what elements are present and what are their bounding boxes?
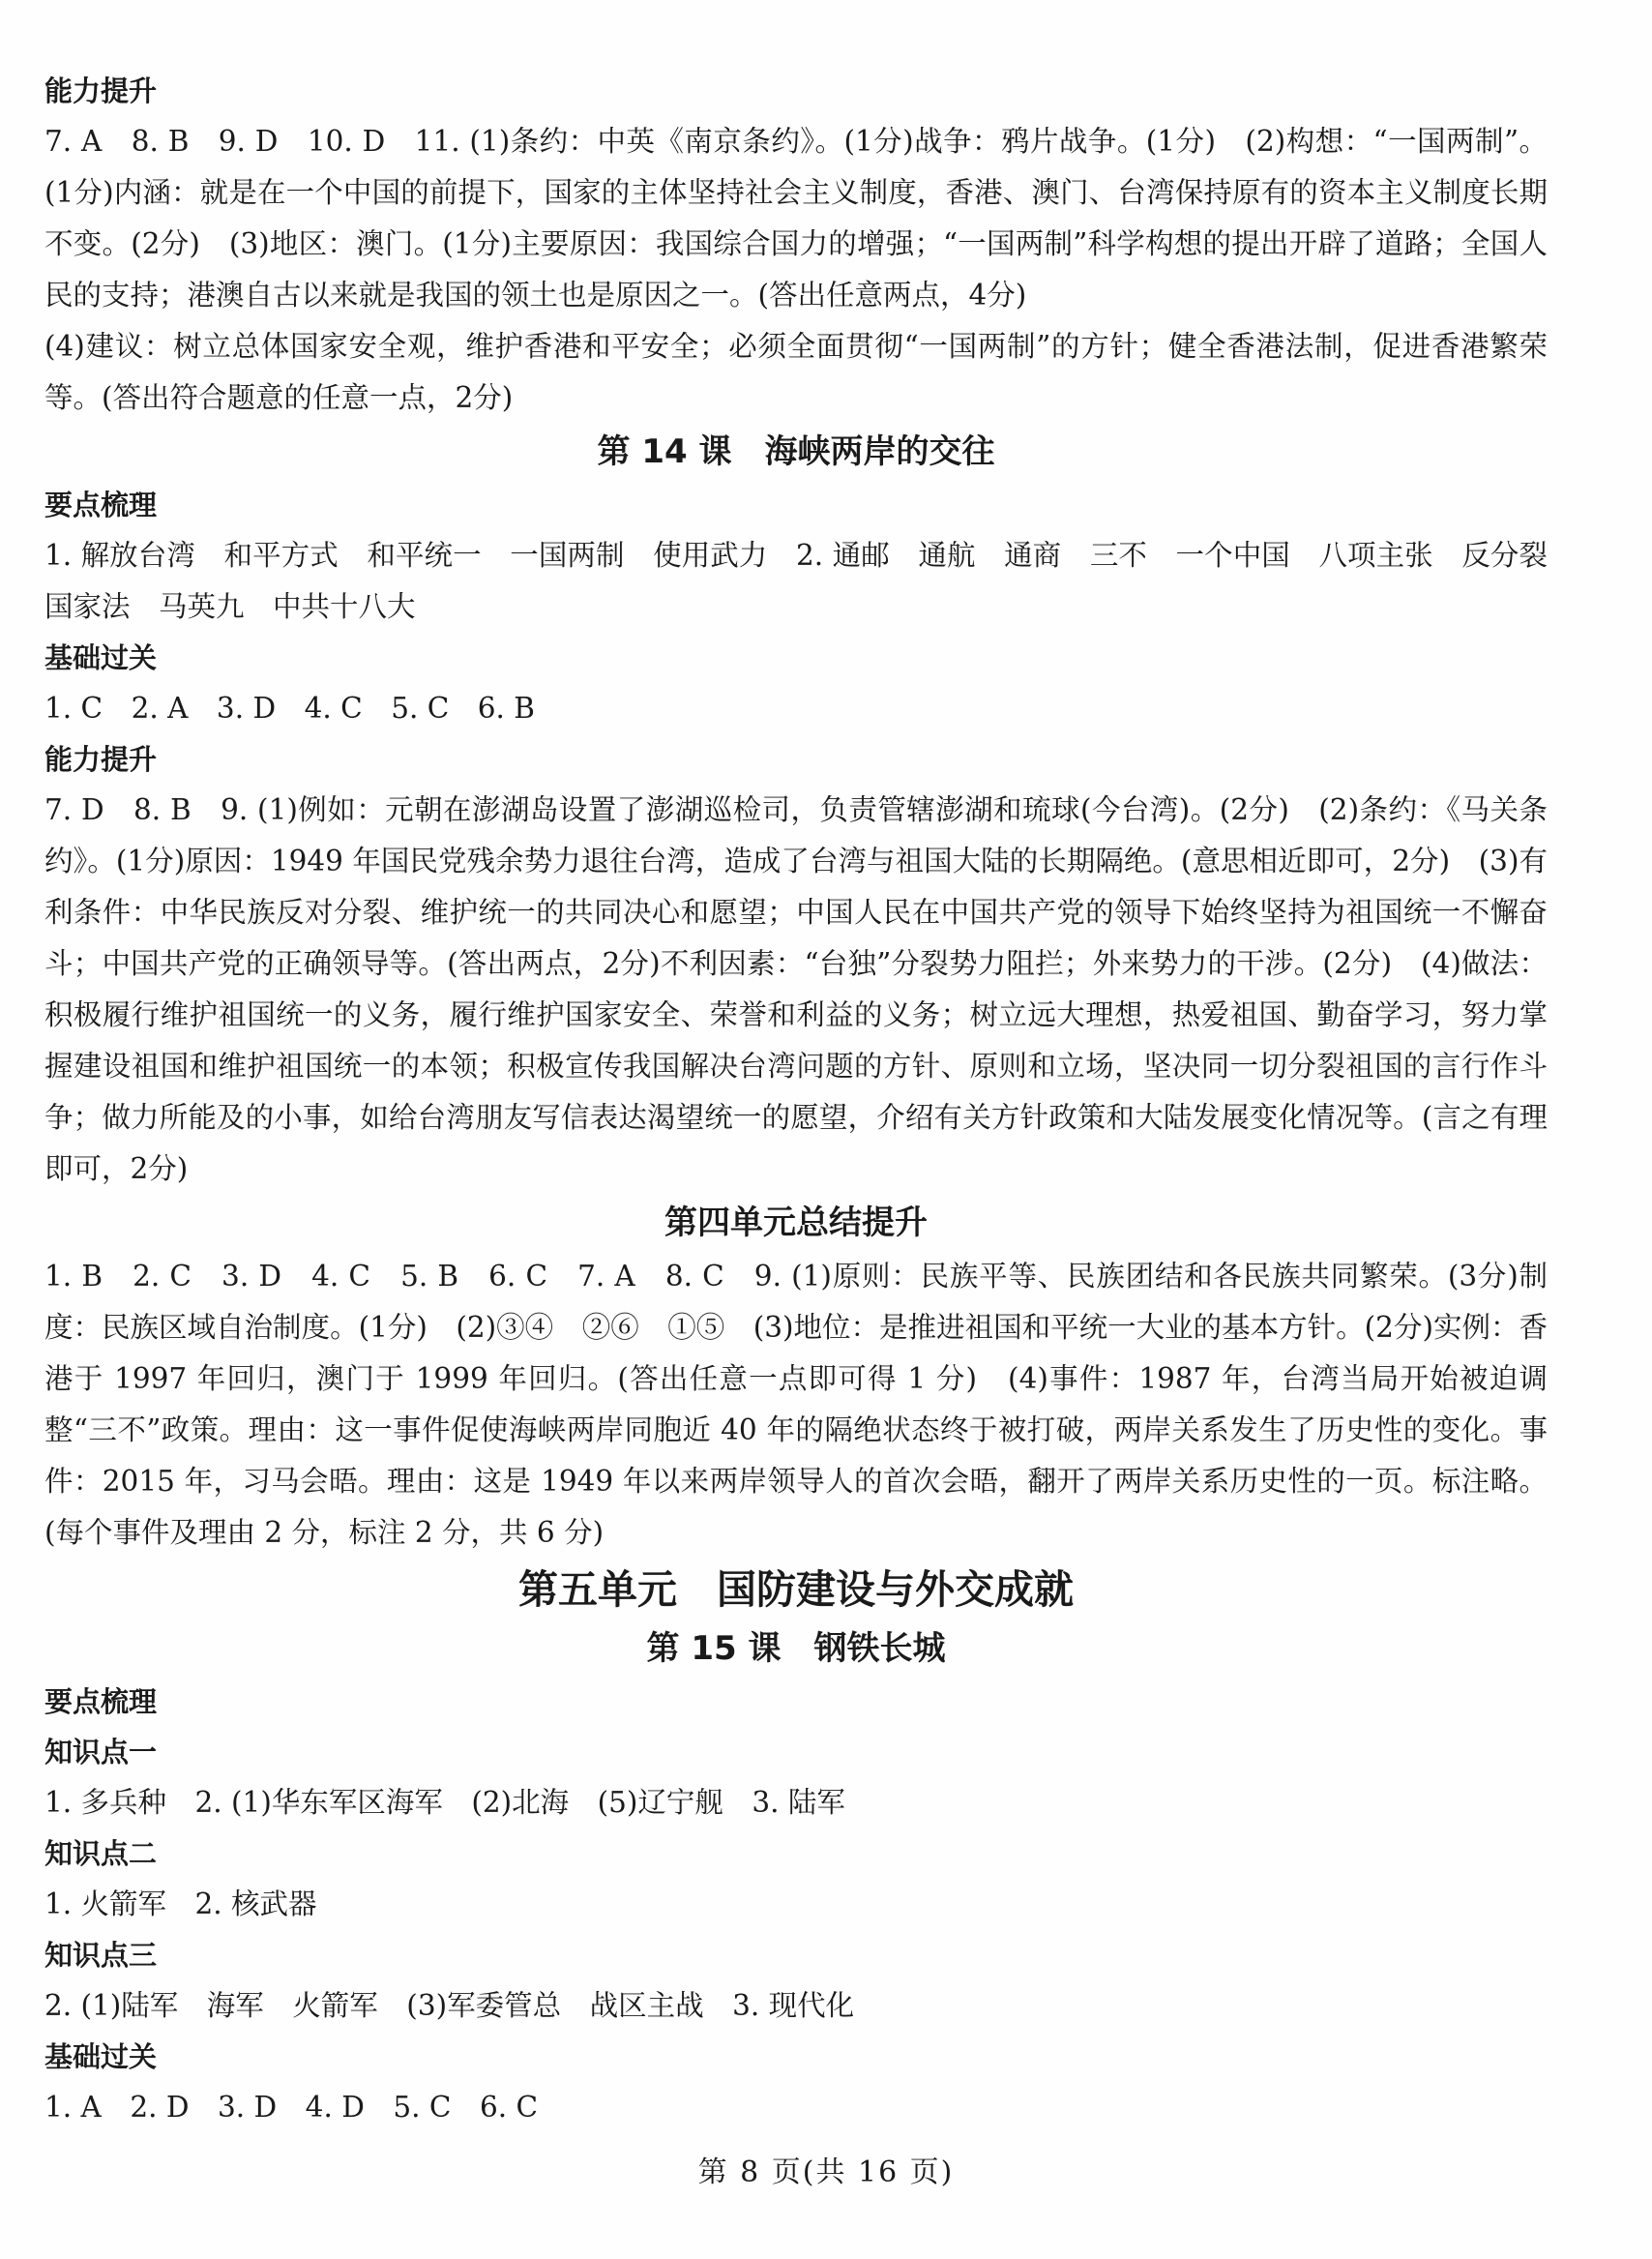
section-label-ability: 能力提升	[44, 743, 158, 776]
answer-line: 1. A 2. D 3. D 4. D 5. C 6. C	[44, 2091, 539, 2124]
answer-paragraph: 1. B 2. C 3. D 4. C 5. B 6. C 7. A 8. C 9. (1)原则：民族平等、民族团结和各民族共同繁荣。(3分)制度：民族区域自治制度。(1分) (2)③④ ②⑥ ①⑤ (3)地位：是推进祖国和平统一大业的基本方针。(2分)实例：香港于 1997 年回归，澳门于 1999 年回归。(答出任意一点即可得 1 分) (4)事件：1987 年，台湾当局开始被迫调整“三不”政策。理由：这一事件促使海峡两岸同胞近 40 年的隔绝状态终于被打破，两岸关系发生了历史性的变化。事件：2015 年，习马会晤。理由：这是 1949 年以来两岸领导人的首次会晤，翻开了两岸关系历史性的一页。标注略。(每个事件及理由 2 分，标注 2 分，共 6 分)	[44, 1260, 1548, 1549]
knowledge-point-1-label: 知识点一	[44, 1736, 158, 1769]
section-label-ability: 能力提升	[44, 74, 158, 107]
knowledge-point-2-label: 知识点二	[44, 1837, 158, 1870]
answer-paragraph: (4)建议：树立总体国家安全观，维护香港和平安全；必须全面贯彻“一国两制”的方针；健全香港法制，促进香港繁荣等。(答出符合题意的任意一点，2分)	[44, 330, 1548, 414]
answer-paragraph: 1. 解放台湾 和平方式 和平统一 一国两制 使用武力 2. 通邮 通航 通商 三不 一个中国 八项主张 反分裂国家法 马英九 中共十八大	[44, 539, 1548, 623]
answer-line: 2. (1)陆军 海军 火箭军 (3)军委管总 战区主战 3. 现代化	[44, 1989, 855, 2022]
section-label-key-points: 要点梳理	[44, 489, 158, 521]
answer-line: 1. 火箭军 2. 核武器	[44, 1887, 317, 1920]
answer-paragraph: 7. A 8. B 9. D 10. D 11. (1)条约：中英《南京条约》。(1分)战争：鸦片战争。(1分) (2)构想：“一国两制”。(1分)内涵：就是在一个中国的前提下，国家的主体坚持社会主义制度，香港、澳门、台湾保持原有的资本主义制度长期不变。(2分) (3)地区：澳门。(1分)主要原因：我国综合国力的增强；“一国两制”科学构想的提出开辟了道路；全国人民的支持；港澳自古以来就是我国的领土也是原因之一。(答出任意两点，4分)	[44, 125, 1548, 312]
page-content	[44, 66, 1548, 2133]
answer-paragraph: 7. D 8. B 9. (1)例如：元朝在澎湖岛设置了澎湖巡检司，负责管辖澎湖和琉球(今台湾)。(2分) (2)条约：《马关条约》。(1分)原因：1949 年国民党残余势力退往台湾，造成了台湾与祖国大陆的长期隔绝。(意思相近即可，2分) (3)有利条件：中华民族反对分裂、维护统一的共同决心和愿望；中国人民在中国共产党的领导下始终坚持为祖国统一不懈奋斗；中国共产党的正确领导等。(答出两点，2分)不利因素：“台独”分裂势力阻拦；外来势力的干涉。(2分) (4)做法：积极履行维护祖国统一的义务，履行维护国家安全、荣誉和利益的义务；树立远大理想，热爱祖国、勤奋学习，努力掌握建设祖国和维护祖国统一的本领；积极宣传我国解决台湾问题的方针、原则和立场，坚决同一切分裂祖国的言行作斗争；做力所能及的小事，如给台湾朋友写信表达渴望统一的愿望，介绍有关方针政策和大陆发展变化情况等。(言之有理即可，2分)	[44, 793, 1548, 1185]
unit-5-title: 第五单元 国防建设与外交成就	[518, 1566, 1074, 1613]
section-label-basic: 基础过关	[44, 2040, 158, 2073]
lesson-15-title: 第 15 课 钢铁长城	[646, 1629, 946, 1668]
section-label-key-points: 要点梳理	[44, 1685, 158, 1718]
answer-line: 1. C 2. A 3. D 4. C 5. C 6. B	[44, 692, 535, 725]
knowledge-point-3-label: 知识点三	[44, 1939, 158, 1972]
page-number-footer: 第 8 页(共 16 页)	[697, 2155, 955, 2189]
unit-4-summary-title: 第四单元总结提升	[664, 1204, 928, 1242]
answer-line: 1. 多兵种 2. (1)华东军区海军 (2)北海 (5)辽宁舰 3. 陆军	[44, 1786, 845, 1819]
lesson-14-title: 第 14 课 海峡两岸的交往	[597, 432, 995, 471]
section-label-basic: 基础过关	[44, 641, 158, 674]
